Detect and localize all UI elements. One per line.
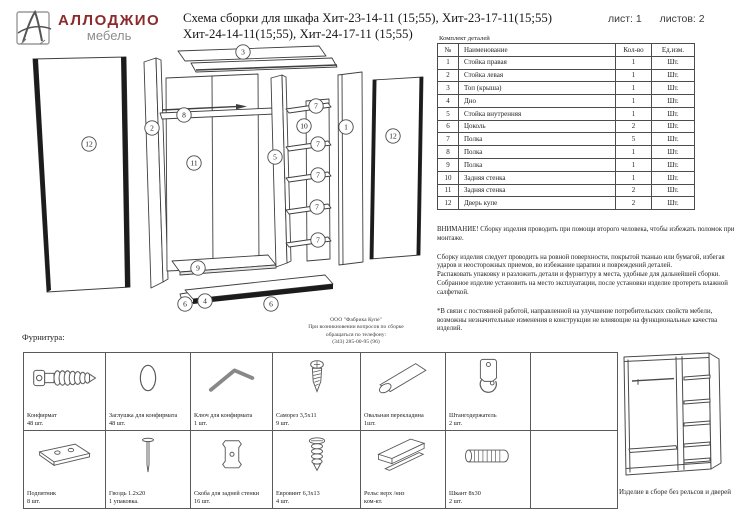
part-callout-12 <box>82 137 96 151</box>
part-callout-7 <box>310 200 324 214</box>
factory-note-line: ООО "Фабрика Купе" <box>330 317 382 323</box>
svg-text:2: 2 <box>150 123 154 133</box>
part-callout-3 <box>236 45 250 59</box>
nail-icon <box>112 434 184 483</box>
part-callout-12 <box>386 129 400 143</box>
hardware-label <box>109 490 145 506</box>
svg-text:7: 7 <box>316 235 320 245</box>
table-row <box>438 69 695 82</box>
logo-icon <box>14 8 54 48</box>
svg-text:9: 9 <box>196 263 200 273</box>
part-callout-7 <box>311 233 325 247</box>
parts-table <box>437 43 695 210</box>
assembly-notes <box>437 226 743 334</box>
table-cell: 1 <box>616 56 652 69</box>
part-callout-4 <box>198 294 212 308</box>
hardware-qty: 1 упаковка. <box>109 497 139 505</box>
instructions-note <box>437 254 743 298</box>
hardware-item-rod-holder <box>446 353 531 431</box>
hardware-qty: ком-кт. <box>364 497 383 505</box>
table-cell: 1 <box>616 159 652 172</box>
table-cell: Полка <box>459 146 616 159</box>
hardware-label <box>194 412 252 428</box>
svg-text:6: 6 <box>269 299 273 309</box>
table-cell: 5 <box>438 107 459 120</box>
hardware-item-nail <box>106 431 191 509</box>
svg-text:6: 6 <box>183 299 187 309</box>
factory-note-line: (343) 285-00-95 (96) <box>332 339 380 346</box>
column-header: Наименование <box>459 44 616 57</box>
table-cell: Полка <box>459 133 616 146</box>
part-callout-5 <box>268 150 282 164</box>
table-cell: 1 <box>616 95 652 108</box>
table-cell: Шт. <box>652 107 695 120</box>
svg-text:5: 5 <box>273 152 277 162</box>
confirmat-screw-icon <box>29 356 101 405</box>
exploded-diagram <box>20 44 440 336</box>
table-cell: Цоколь <box>459 120 616 133</box>
table-cell: 9 <box>438 159 459 172</box>
dowel-icon <box>452 434 524 483</box>
hardware-label <box>364 490 404 506</box>
table-cell: Задняя стенка <box>459 184 616 197</box>
table-cell: Стойка внутренняя <box>459 107 616 120</box>
sheet-value: 1 <box>635 13 642 25</box>
table-cell: Дно <box>459 95 616 108</box>
warning-note: ВНИМАНИЕ! Сборку изделия проводить при помощи второго человека, чтобы избежать поломок при монтаже. <box>437 226 735 242</box>
hardware-grid <box>23 352 618 509</box>
hardware-label <box>276 490 320 506</box>
parts-table-body <box>438 56 695 209</box>
hardware-qty: 2 шт. <box>449 419 463 427</box>
part-callout-10 <box>297 119 311 133</box>
table-cell: Шт. <box>652 69 695 82</box>
table-cell: Стойка правая <box>459 56 616 69</box>
factory-note-line: При возникновении вопросов по сборке <box>308 324 404 331</box>
foot-pad-icon <box>29 434 101 483</box>
sheet-label: лист: <box>608 13 633 25</box>
svg-text:7: 7 <box>315 202 319 212</box>
part-callout-6 <box>264 297 278 311</box>
svg-text:7: 7 <box>314 101 318 111</box>
hex-key-icon <box>196 356 268 405</box>
part-callout-2 <box>145 121 159 135</box>
hardware-qty: 2 шт. <box>449 497 463 505</box>
svg-text:11: 11 <box>190 158 198 168</box>
hardware-item-dowel <box>446 431 531 509</box>
table-row <box>438 56 695 69</box>
table-cell: 3 <box>438 82 459 95</box>
table-cell: 1 <box>438 56 459 69</box>
table-cell: 6 <box>438 120 459 133</box>
oval-rod-icon <box>367 356 439 405</box>
hardware-qty: 48 шт. <box>27 419 44 427</box>
brand-name: АЛЛОДЖИО <box>58 12 161 29</box>
hardware-label <box>27 490 56 506</box>
table-cell: Шт. <box>652 95 695 108</box>
parts-table-header-row <box>438 44 695 57</box>
part-callout-7 <box>311 168 325 182</box>
hardware-item-foot-pad <box>24 431 106 509</box>
hardware-item-oval-rod <box>361 353 446 431</box>
hardware-name: Саморез 3,5х11 <box>276 411 317 419</box>
table-cell: Шт. <box>652 56 695 69</box>
table-cell: Шт. <box>652 159 695 172</box>
svg-text:10: 10 <box>300 121 308 131</box>
table-row <box>438 82 695 95</box>
table-cell: Шт. <box>652 146 695 159</box>
part-callout-6 <box>178 297 192 311</box>
column-header: Кол-во <box>616 44 652 57</box>
part-callout-9 <box>191 261 205 275</box>
table-cell: Шт. <box>652 184 695 197</box>
table-cell: 11 <box>438 184 459 197</box>
hardware-name: Шкант 8х30 <box>449 489 481 497</box>
hardware-name: Подпятник <box>27 489 57 497</box>
hardware-item-plug-cap <box>106 353 191 431</box>
column-header: № <box>438 44 459 57</box>
column-header: Ед.изм. <box>652 44 695 57</box>
rod-holder-icon <box>452 356 524 405</box>
hardware-label <box>276 412 317 428</box>
hardware-qty: 4 шт. <box>276 497 290 505</box>
back-bracket-icon <box>196 434 268 483</box>
rail-icon <box>367 434 439 483</box>
hardware-name: Конфирмат <box>27 411 57 419</box>
table-cell: 1 <box>616 69 652 82</box>
svg-text:7: 7 <box>316 139 320 149</box>
part-callout-7 <box>311 137 325 151</box>
euro-screw-icon <box>281 434 353 483</box>
hardware-qty: 1 шт. <box>194 419 208 427</box>
table-cell: Задняя стенка <box>459 171 616 184</box>
page-title <box>183 11 559 42</box>
table-cell: 5 <box>616 133 652 146</box>
hardware-qty: 48 шт. <box>109 419 126 427</box>
table-cell: 2 <box>616 197 652 210</box>
svg-text:8: 8 <box>182 110 186 120</box>
hardware-qty: 16 шт. <box>194 497 211 505</box>
hardware-name: Евровинт 6,3х13 <box>276 489 320 497</box>
tapping-screw-icon <box>281 356 353 405</box>
parts-table-title: Комплект деталей <box>439 35 490 42</box>
factory-note-line: обращаться по телефону: <box>325 331 387 338</box>
hardware-empty-cell <box>531 431 618 509</box>
hardware-name: Заглушка для конфирмата <box>109 411 178 419</box>
table-row <box>438 171 695 184</box>
table-cell: Дверь купе <box>459 197 616 210</box>
table-cell: 7 <box>438 133 459 146</box>
assembled-product-caption: Изделие в сборе без рельсов и дверей <box>618 488 732 496</box>
title-line-2: Хит-24-14-11(15;55), Хит-24-17-11 (15;55) <box>183 26 413 41</box>
hardware-label <box>449 412 497 428</box>
table-row <box>438 95 695 108</box>
hardware-label <box>194 490 259 506</box>
table-cell: Шт. <box>652 82 695 95</box>
table-cell: Шт. <box>652 120 695 133</box>
sheet-info <box>608 13 705 25</box>
part-callout-7 <box>309 99 323 113</box>
table-cell: 2 <box>438 69 459 82</box>
table-cell: Шт. <box>652 197 695 210</box>
table-row <box>438 107 695 120</box>
table-cell: 8 <box>438 146 459 159</box>
svg-text:12: 12 <box>85 139 93 149</box>
table-cell: 1 <box>616 146 652 159</box>
svg-text:1: 1 <box>344 122 348 132</box>
hardware-name: Скоба для задней стенки <box>194 489 260 497</box>
hardware-item-back-bracket <box>191 431 273 509</box>
part-callout-11 <box>187 156 201 170</box>
hardware-name: Гвоздь 1.2х20 <box>109 489 146 497</box>
table-cell: 1 <box>616 107 652 120</box>
assembled-product-drawing <box>612 348 746 486</box>
table-cell: 10 <box>438 171 459 184</box>
hardware-item-confirmat-screw <box>24 353 106 431</box>
hardware-name: Штангодержатель <box>449 411 497 419</box>
instruction-2: Распаковать упаковку и разложить детали и фурнитуру в места, удобные для дальнейшей сборки. <box>437 271 720 279</box>
sheets-value: 2 <box>698 13 705 25</box>
hardware-item-rail <box>361 431 446 509</box>
part-callout-1 <box>339 120 353 134</box>
factory-note <box>286 317 426 347</box>
table-cell: Стойка левая <box>459 69 616 82</box>
table-cell: 1 <box>616 171 652 184</box>
hardware-label <box>109 412 177 428</box>
svg-text:7: 7 <box>316 170 320 180</box>
table-cell: Полка <box>459 159 616 172</box>
hardware-qty: 8 шт. <box>27 497 41 505</box>
table-cell: 12 <box>438 197 459 210</box>
title-line-1: Схема сборки для шкафа Хит-23-14-11 (15;55), Хит-23-17-11(15;55) <box>183 11 553 25</box>
plug-cap-icon <box>112 356 184 405</box>
hardware-item-hex-key <box>191 353 273 431</box>
instruction-3: Собранное изделие установить на место эксплуатации, после установки изделие протереть влажной салфеткой. <box>437 280 728 296</box>
hardware-empty-cell <box>531 353 618 431</box>
table-cell: 2 <box>616 184 652 197</box>
footnote: *В связи с постоянной работой, направленной на улучшение потребительских свойств мебели, возможны незначительные изменения в конструкции не влияющие на функциональные качества изделий. <box>437 307 718 333</box>
table-row <box>438 146 695 159</box>
table-cell: Топ (крыша) <box>459 82 616 95</box>
table-row <box>438 133 695 146</box>
hardware-label <box>364 412 424 428</box>
svg-text:4: 4 <box>203 296 207 306</box>
logo-text <box>58 12 160 43</box>
hardware-qty: 1шт. <box>364 419 376 427</box>
right-door <box>370 77 423 259</box>
hardware-item-tapping-screw <box>273 353 361 431</box>
table-cell: Шт. <box>652 171 695 184</box>
table-cell: Шт. <box>652 133 695 146</box>
hardware-name: Ключ для конфирмата <box>194 411 253 419</box>
hardware-item-euro-screw <box>273 431 361 509</box>
hardware-name: Рельс верх /низ <box>364 489 405 497</box>
part-callout-8 <box>177 108 191 122</box>
hardware-name: Овальная перекладина <box>364 411 424 419</box>
instruction-1: Сборку изделия следует проводить на ровной поверхности, покрытой тканью или бумагой, избегая ударов и неосторожных приемов, во избежание царапин и повреждений деталей. <box>437 253 725 270</box>
hardware-label <box>449 490 481 506</box>
table-row <box>438 197 695 210</box>
svg-text:12: 12 <box>389 131 397 141</box>
hardware-section-title: Фурнитура: <box>22 332 65 342</box>
brand-subtitle: мебель <box>86 28 132 43</box>
hardware-qty: 9 шт. <box>276 419 290 427</box>
table-cell: 4 <box>438 95 459 108</box>
table-row <box>438 120 695 133</box>
table-row <box>438 159 695 172</box>
hardware-label <box>27 412 57 428</box>
table-cell: 1 <box>616 82 652 95</box>
sheets-label: листов: <box>659 13 696 25</box>
table-cell: 2 <box>616 120 652 133</box>
svg-text:3: 3 <box>241 47 245 57</box>
table-row <box>438 184 695 197</box>
